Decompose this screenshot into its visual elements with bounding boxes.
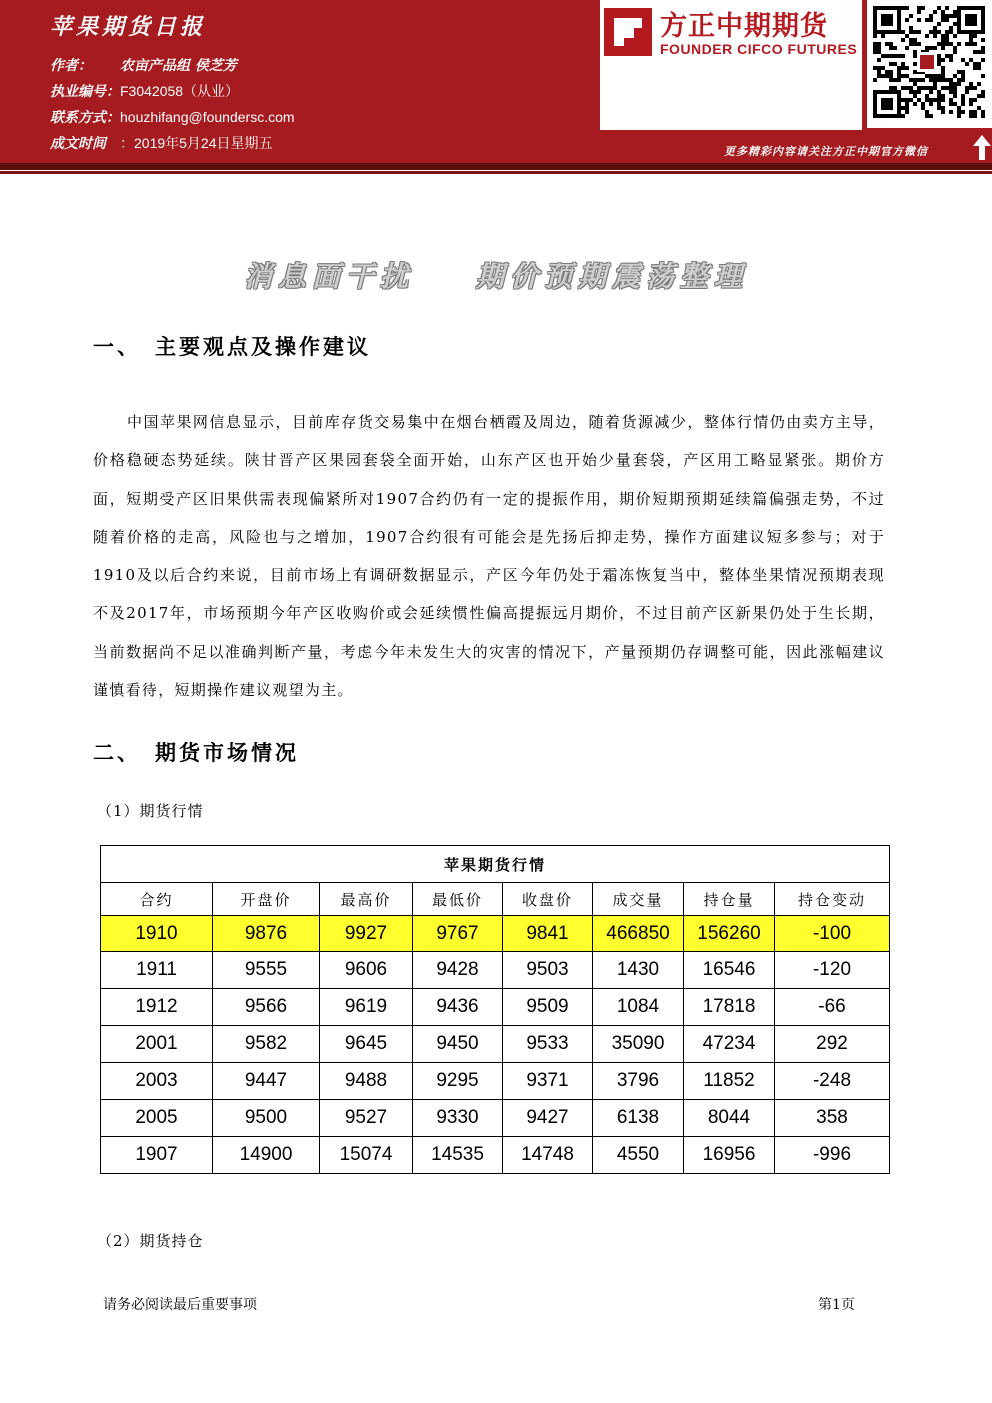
table-cell: 9330 bbox=[413, 1100, 503, 1137]
table-cell: 14535 bbox=[413, 1137, 503, 1174]
table-cell: 9841 bbox=[503, 916, 593, 952]
table-header-cell: 最高价 bbox=[320, 883, 413, 916]
table-cell: 1907 bbox=[101, 1137, 213, 1174]
table-cell: 292 bbox=[775, 1026, 890, 1063]
table-caption: 苹果期货行情 bbox=[101, 846, 890, 883]
table-cell: 1912 bbox=[101, 989, 213, 1026]
subsection-futures-positions: （2）期货持仓 bbox=[97, 1232, 204, 1250]
section1-paragraph bbox=[93, 403, 885, 709]
qr-code-icon bbox=[867, 0, 992, 128]
table-cell: 2003 bbox=[101, 1063, 213, 1100]
table-cell: 8044 bbox=[684, 1100, 775, 1137]
report-title-part1: 消息面干扰 bbox=[243, 260, 414, 293]
table-cell: 16956 bbox=[684, 1137, 775, 1174]
author-line bbox=[50, 55, 237, 75]
table-cell: 9555 bbox=[213, 952, 320, 989]
table-cell: 2005 bbox=[101, 1100, 213, 1137]
table-cell: 9503 bbox=[503, 952, 593, 989]
table-row bbox=[101, 1137, 890, 1174]
arrow-up-icon bbox=[972, 133, 992, 161]
table-cell: 9566 bbox=[213, 989, 320, 1026]
date-label: 成文时间 bbox=[50, 136, 106, 152]
footer-disclaimer: 请务必阅读最后重要事项 bbox=[103, 1297, 257, 1313]
table-cell: -120 bbox=[775, 952, 890, 989]
table-cell: 4550 bbox=[593, 1137, 684, 1174]
report-title-part2: 期价预期震荡整理 bbox=[476, 260, 749, 293]
table-row bbox=[101, 1026, 890, 1063]
subsection-futures-quotes: （1）期货行情 bbox=[97, 802, 204, 820]
section1-text: 中国苹果网信息显示，目前库存货交易集中在烟台栖霞及周边，随着货源减少，整体行情仍由卖方主导，价格稳硬态势延续。陕甘晋产区果园套袋全面开始，山东产区也开始少量套袋，产区用工略显紧张。期价方面，短期受产区旧果供需表现偏紧所对1907合约仍有一定的提振作用，期价短期预期延续篇偏强走势，不过随着价格的走高，风险也与之增加，1907合约很有可能会是先扬后抑走势，操作方面建议短多参与；对于1910及以后合约来说，目前市场上有调研数据显示，产区今年仍处于霜冻恢复当中，整体坐果情况预期表现不及2017年，市场预期今年产区收购价或会延续惯性偏高提振远月期价，不过目前产区新果仍处于生长期，当前数据尚不足以准确判断产量，考虑今年未发生大的灾害的情况下，产量预期仍存调整可能，因此涨幅建议谨慎看待，短期操作建议观望为主。 bbox=[93, 413, 885, 700]
table-cell: 9436 bbox=[413, 989, 503, 1026]
table-cell: 9645 bbox=[320, 1026, 413, 1063]
table-cell: 9876 bbox=[213, 916, 320, 952]
date-value: ：2019年5月24日星期五 bbox=[120, 135, 273, 151]
table-cell: 2001 bbox=[101, 1026, 213, 1063]
section2-heading bbox=[93, 737, 299, 767]
futures-quotes-table bbox=[100, 845, 890, 1174]
contact-value[interactable]: houzhifang@foundersc.com bbox=[120, 109, 295, 125]
table-cell: 16546 bbox=[684, 952, 775, 989]
license-value: F3042058（从业） bbox=[120, 83, 240, 99]
table-header-cell: 持仓量 bbox=[684, 883, 775, 916]
table-cell: 9427 bbox=[503, 1100, 593, 1137]
table-cell: 9619 bbox=[320, 989, 413, 1026]
follow-wechat-text: 更多精彩内容请关注方正中期官方微信 bbox=[724, 145, 928, 158]
contact-line bbox=[50, 107, 295, 127]
section1-number: 一、 bbox=[93, 334, 141, 359]
logo-name-cn: 方正中期期货 bbox=[660, 11, 828, 42]
table-cell: 1910 bbox=[101, 916, 213, 952]
table-header-cell: 合约 bbox=[101, 883, 213, 916]
table-cell: -100 bbox=[775, 916, 890, 952]
table-cell: 358 bbox=[775, 1100, 890, 1137]
table-cell: 9450 bbox=[413, 1026, 503, 1063]
table-cell: -66 bbox=[775, 989, 890, 1026]
author-label: 作者： bbox=[50, 58, 92, 74]
logo-name-en: FOUNDER CIFCO FUTURES bbox=[660, 41, 858, 57]
header-divider bbox=[0, 163, 992, 170]
section1-heading bbox=[93, 331, 371, 361]
section2-title: 期货市场情况 bbox=[155, 740, 299, 765]
table-cell: 9500 bbox=[213, 1100, 320, 1137]
table-header-row bbox=[101, 883, 890, 916]
table-cell: 9533 bbox=[503, 1026, 593, 1063]
table-cell: 9606 bbox=[320, 952, 413, 989]
table-cell: 9767 bbox=[413, 916, 503, 952]
license-label: 执业编号： bbox=[50, 84, 120, 100]
page-number: 第1页 bbox=[818, 1297, 855, 1313]
table-cell: -996 bbox=[775, 1137, 890, 1174]
section1-title: 主要观点及操作建议 bbox=[155, 334, 371, 359]
table-cell: -248 bbox=[775, 1063, 890, 1100]
table-cell: 9371 bbox=[503, 1063, 593, 1100]
report-title bbox=[0, 255, 992, 295]
header-divider-thin bbox=[0, 171, 992, 174]
license-line bbox=[50, 81, 239, 101]
table-row bbox=[101, 989, 890, 1026]
table-row bbox=[101, 1063, 890, 1100]
table-cell: 1084 bbox=[593, 989, 684, 1026]
table-header-cell: 收盘价 bbox=[503, 883, 593, 916]
table-cell: 9582 bbox=[213, 1026, 320, 1063]
company-logo-icon bbox=[604, 8, 652, 56]
table-header-cell: 开盘价 bbox=[213, 883, 320, 916]
contact-label: 联系方式： bbox=[50, 110, 120, 126]
table-cell: 1911 bbox=[101, 952, 213, 989]
table-cell: 9527 bbox=[320, 1100, 413, 1137]
table-cell: 47234 bbox=[684, 1026, 775, 1063]
section2-number: 二、 bbox=[93, 740, 141, 765]
table-row bbox=[101, 1100, 890, 1137]
table-cell: 9428 bbox=[413, 952, 503, 989]
table-cell: 156260 bbox=[684, 916, 775, 952]
table-cell: 14900 bbox=[213, 1137, 320, 1174]
table-header-cell: 持仓变动 bbox=[775, 883, 890, 916]
table-cell: 466850 bbox=[593, 916, 684, 952]
table-cell: 1430 bbox=[593, 952, 684, 989]
date-line bbox=[50, 133, 273, 153]
table-cell: 35090 bbox=[593, 1026, 684, 1063]
table-row bbox=[101, 952, 890, 989]
table-header-cell: 成交量 bbox=[593, 883, 684, 916]
table-header-cell: 最低价 bbox=[413, 883, 503, 916]
table-cell: 15074 bbox=[320, 1137, 413, 1174]
table-cell: 9447 bbox=[213, 1063, 320, 1100]
table-cell: 17818 bbox=[684, 989, 775, 1026]
table-cell: 14748 bbox=[503, 1137, 593, 1174]
table-cell: 9295 bbox=[413, 1063, 503, 1100]
table-cell: 9927 bbox=[320, 916, 413, 952]
table-cell: 6138 bbox=[593, 1100, 684, 1137]
author-value: 农亩产品组 侯芝芳 bbox=[120, 58, 237, 74]
table-cell: 9488 bbox=[320, 1063, 413, 1100]
table-cell: 11852 bbox=[684, 1063, 775, 1100]
table-cell: 3796 bbox=[593, 1063, 684, 1100]
table-row bbox=[101, 916, 890, 952]
table-cell: 9509 bbox=[503, 989, 593, 1026]
doc-title: 苹果期货日报 bbox=[50, 14, 207, 40]
